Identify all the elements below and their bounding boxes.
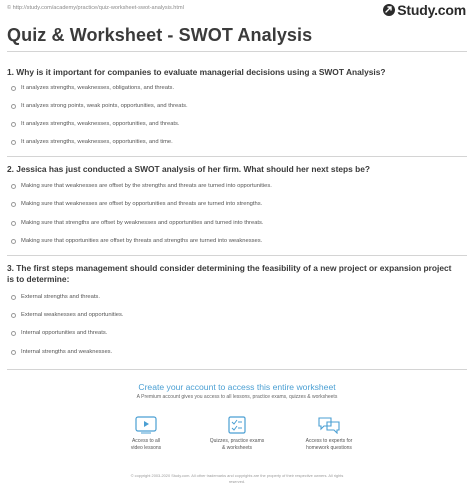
feature-line-2: & worksheets bbox=[221, 444, 252, 451]
feature-experts bbox=[284, 416, 374, 451]
create-account-link[interactable]: Create your account to access this entire worksheet bbox=[138, 382, 336, 392]
radio-button[interactable] bbox=[11, 350, 16, 355]
option-label: It analyzes strong points, weak points, opportunities, and threats. bbox=[21, 103, 188, 109]
feature-line-2: video lessons bbox=[130, 444, 162, 451]
question-3 bbox=[7, 263, 467, 284]
video-play-icon bbox=[135, 416, 157, 434]
feature-line-2: homework questions bbox=[306, 444, 352, 451]
question-2-option-3[interactable] bbox=[7, 218, 462, 228]
page-url: © http://study.com/academy/practice/quiz-worksheet-swot-analysis.html bbox=[7, 5, 184, 11]
question-2 bbox=[7, 164, 467, 175]
option-label: Making sure that weaknesses are offset by the strengths and threats are turned into opportunities. bbox=[21, 183, 272, 189]
option-label: Making sure that strengths are offset by weaknesses and opportunities and turned into threats. bbox=[21, 220, 264, 226]
copyright-line-2: reserved. bbox=[228, 478, 246, 484]
copyright-line-1: © copyright 2003-2020 Study.com. All other trademarks and copyrights are the property of their respective owners. All rights bbox=[130, 473, 344, 478]
radio-button[interactable] bbox=[11, 313, 16, 318]
option-label: External weaknesses and opportunities. bbox=[21, 312, 124, 318]
radio-button[interactable] bbox=[11, 295, 16, 300]
radio-button[interactable] bbox=[11, 221, 16, 226]
question-3-option-4[interactable] bbox=[7, 347, 462, 357]
title-divider bbox=[7, 51, 467, 52]
quiz-worksheet-icon bbox=[226, 416, 248, 434]
feature-video-lessons bbox=[101, 416, 191, 451]
copyright-footer bbox=[0, 473, 474, 484]
premium-promo bbox=[0, 372, 474, 472]
question-2-option-1[interactable] bbox=[7, 181, 462, 191]
option-label: Making sure that weaknesses are offset by opportunities and threats are turned into strengths. bbox=[21, 201, 263, 207]
question-1-option-1[interactable] bbox=[7, 83, 462, 93]
radio-button[interactable] bbox=[11, 86, 16, 91]
question-2-option-4[interactable] bbox=[7, 236, 462, 246]
question-3-text-line-2: is to determine: bbox=[7, 273, 70, 284]
question-3-text-line-1: 3. The first steps management should consider determining the feasibility of a new project or expansion project bbox=[7, 263, 452, 273]
radio-button[interactable] bbox=[11, 140, 16, 145]
radio-button[interactable] bbox=[11, 184, 16, 189]
experts-chat-icon bbox=[317, 416, 341, 434]
feature-quizzes bbox=[192, 416, 282, 451]
question-1-option-4[interactable] bbox=[7, 137, 462, 147]
question-2-text: 2. Jessica has just conducted a SWOT analysis of her firm. What should her next steps be? bbox=[7, 164, 371, 174]
option-label: Internal strengths and weaknesses. bbox=[21, 349, 113, 355]
question-divider bbox=[7, 255, 467, 256]
question-1-option-2[interactable] bbox=[7, 101, 462, 111]
option-label: It analyzes strengths, weaknesses, opportunities, and time. bbox=[21, 139, 173, 145]
question-2-option-2[interactable] bbox=[7, 199, 462, 209]
question-divider bbox=[7, 156, 467, 157]
radio-button[interactable] bbox=[11, 122, 16, 127]
question-divider bbox=[7, 369, 467, 370]
radio-button[interactable] bbox=[11, 331, 16, 336]
study-logo-arrow-icon bbox=[383, 4, 395, 16]
option-label: External strengths and threats. bbox=[21, 294, 100, 300]
radio-button[interactable] bbox=[11, 239, 16, 244]
question-1 bbox=[7, 67, 467, 78]
option-label: It analyzes strengths, weaknesses, obligations, and threats. bbox=[21, 85, 175, 91]
question-1-option-3[interactable] bbox=[7, 119, 462, 129]
page-title: Quiz & Worksheet - SWOT Analysis bbox=[7, 25, 313, 45]
option-label: Internal opportunities and threats. bbox=[21, 330, 108, 336]
radio-button[interactable] bbox=[11, 104, 16, 109]
option-label: It analyzes strengths, weaknesses, opportunities, and threats. bbox=[21, 121, 180, 127]
feature-line-1: Access to all bbox=[131, 438, 161, 444]
promo-subline: A Premium account gives you access to all lessons, practice exams, quizzes & worksheets bbox=[136, 394, 338, 400]
feature-line-1: Quizzes, practice exams bbox=[209, 438, 265, 444]
question-3-option-3[interactable] bbox=[7, 328, 462, 338]
question-1-text: 1. Why is it important for companies to evaluate managerial decisions using a SWOT Analysis? bbox=[7, 67, 386, 77]
radio-button[interactable] bbox=[11, 202, 16, 207]
feature-line-1: Access to experts for bbox=[305, 438, 353, 444]
page-header bbox=[0, 0, 474, 20]
question-3-option-2[interactable] bbox=[7, 310, 462, 320]
question-3-option-1[interactable] bbox=[7, 292, 462, 302]
study-logo[interactable] bbox=[383, 2, 466, 18]
option-label: Making sure that opportunities are offset by threats and strengths are turned into weaknesses. bbox=[21, 238, 263, 244]
study-logo-text: Study.com bbox=[397, 2, 466, 18]
